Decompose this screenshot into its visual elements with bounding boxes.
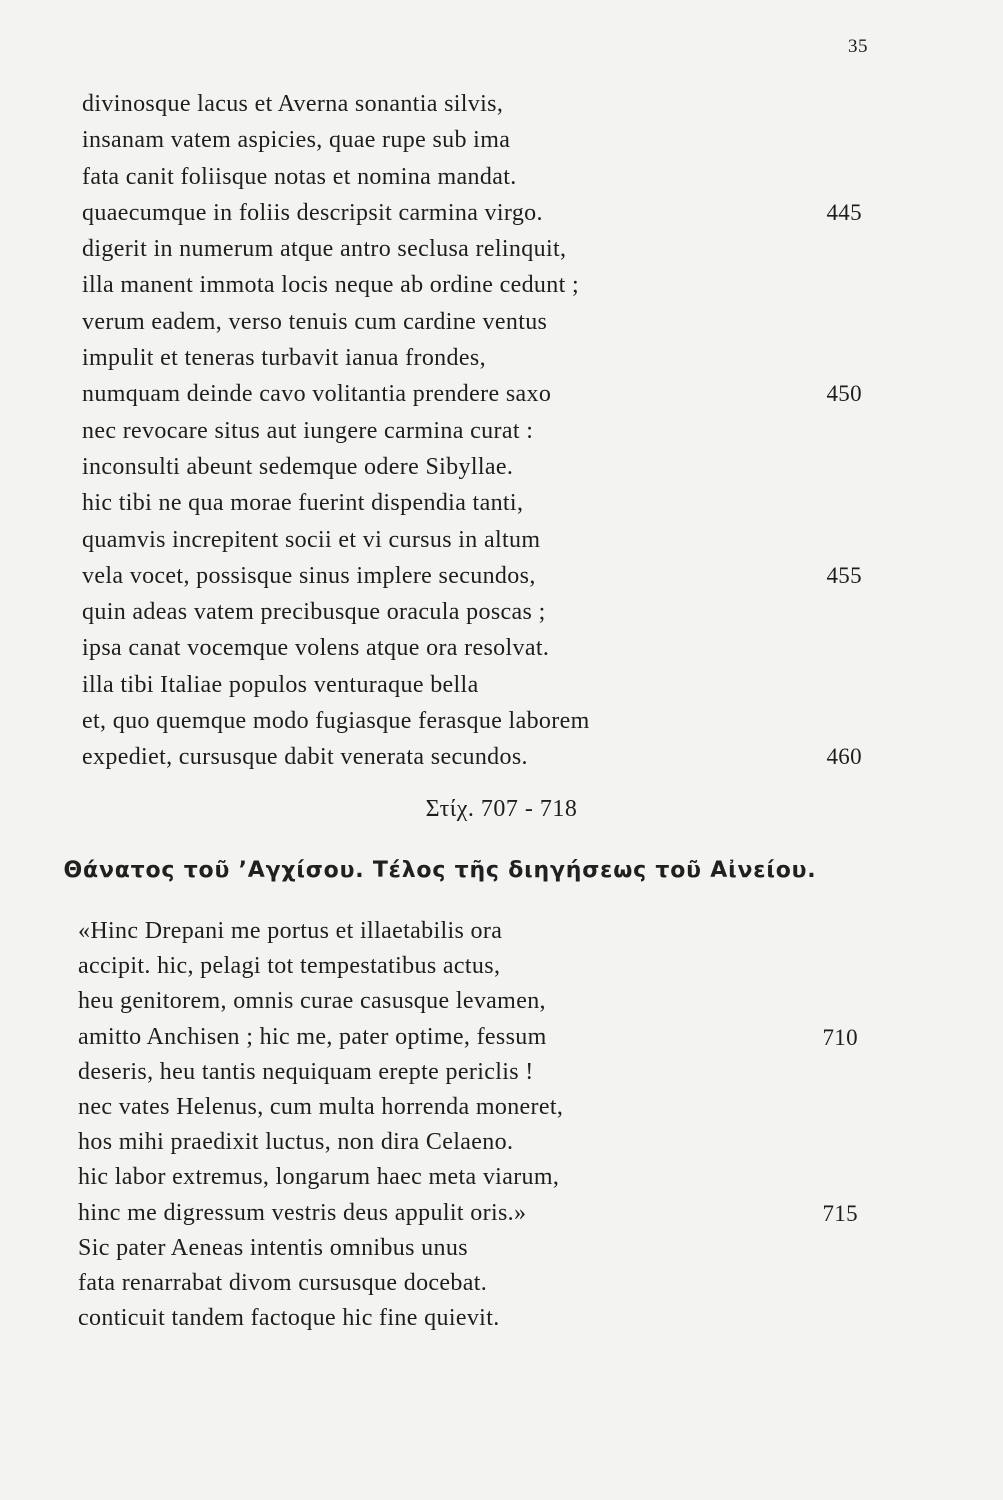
verse-line [82,86,872,122]
verse-line [82,522,872,558]
verse-line [78,1231,868,1266]
verse-passage-aeneid-3 [82,86,872,776]
verse-line-text: accipit. hic, pelagi tot tempestatibus actus, [78,953,501,980]
verse-line-text: expediet, cursusque dabit venerata secundos. [82,744,528,771]
verse-line-text: nec revocare situs aut iungere carmina curat : [82,417,534,444]
verse-line-text: verum eadem, verso tenuis cum cardine ventus [82,308,548,335]
verse-line-text: amitto Anchisen ; hic me, pater optime, fessum [78,1023,547,1050]
verse-line-text: «Hinc Drepani me portus et illaetabilis ora [78,918,503,944]
verse-line [78,1301,868,1336]
verse-line [82,630,872,666]
verse-line [82,376,872,412]
verse-line [82,594,872,630]
verse-line-text: heu genitorem, omnis curae casusque levamen, [78,988,546,1015]
verse-line-text: fata canit foliisque notas et nomina mandat. [82,163,517,190]
verse-line-text: quin adeas vatem precibusque oracula poscas ; [82,599,546,626]
verse-line-text: impulit et teneras turbavit ianua frondes, [82,345,486,372]
verse-line [82,449,872,485]
verse-line [82,413,872,449]
section-title: Θάνατος τοῦ ’Αγχίσου. Τέλος τῆς διηγήσεως τοῦ Αἰνείου. [63,858,817,883]
verse-line-text: illa manent immota locis neque ab ordine cedunt ; [82,272,580,299]
verse-line [82,304,872,340]
verse-line-text: illa tibi Italiae populos venturaque bella [82,671,479,698]
verse-line-text: conticuit tandem factoque hic fine quievit. [78,1305,500,1332]
verse-line-text: fata renarrabat divom cursusque docebat. [78,1269,488,1296]
verse-passage-aeneid-3-end [78,914,868,1336]
line-number: 455 [826,562,862,588]
verse-line [78,1020,868,1055]
verse-line [82,667,872,703]
line-number: 710 [822,1024,858,1050]
verse-line-text: insanam vatem aspicies, quae rupe sub ima [82,127,511,154]
verse-line [82,159,872,195]
verse-line-text: quamvis increpitent socii et vi cursus in altum [82,526,541,553]
verse-line [82,340,872,376]
verse-line [82,122,872,158]
verse-line-text: Sic pater Aeneas intentis omnibus unus [78,1234,468,1261]
verse-line [78,1125,868,1160]
verse-line-text: hic labor extremus, longarum haec meta viarum, [78,1164,560,1191]
verse-line-text: vela vocet, possisque sinus implere secundos, [82,562,536,589]
line-number: 460 [826,744,862,770]
line-number: 715 [822,1200,858,1226]
verse-line [78,1055,868,1090]
verse-line [78,1090,868,1125]
verse-line-text: hinc me digressum vestris deus appulit oris.» [78,1199,527,1226]
verse-line [82,485,872,521]
verse-line [78,1160,868,1195]
verse-line-text: digerit in numerum atque antro seclusa relinquit, [82,236,567,263]
verse-line [78,1196,868,1231]
verse-line-text: ipsa canat vocemque volens atque ora resolvat. [82,635,550,662]
verse-line [78,984,868,1019]
verse-line-text: divinosque lacus et Averna sonantia silvis, [82,91,504,117]
verse-line-text: nec vates Helenus, cum multa horrenda moneret, [78,1093,564,1120]
verse-line [82,267,872,303]
verse-line [82,703,872,739]
verse-line [82,739,872,775]
verse-line [78,1266,868,1301]
section-reference: Στίχ. 707 - 718 [425,796,578,822]
verse-line-text: deseris, heu tantis nequiquam erepte periclis ! [78,1058,534,1085]
verse-line-text: hos mihi praedixit luctus, non dira Celaeno. [78,1129,514,1156]
line-number: 450 [826,381,862,407]
verse-line [82,558,872,594]
verse-line-text: hic tibi ne qua morae fuerint dispendia tanti, [82,490,524,517]
verse-line-text: numquam deinde cavo volitantia prendere saxo [82,381,552,408]
page-number: 35 [848,36,868,57]
verse-line [82,195,872,231]
line-number: 445 [826,199,862,225]
verse-line [82,231,872,267]
verse-line-text: quaecumque in foliis descripsit carmina virgo. [82,199,543,226]
verse-line-text: inconsulti abeunt sedemque odere Sibyllae. [82,453,514,480]
verse-line-text: et, quo quemque modo fugiasque ferasque laborem [82,708,590,735]
verse-line [78,949,868,984]
verse-line [78,914,868,949]
